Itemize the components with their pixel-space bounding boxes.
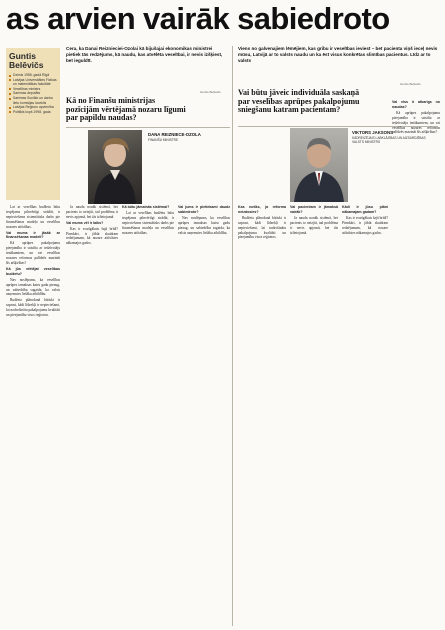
bio-name: Guntis Belēvičs [9, 51, 44, 70]
subhead: Vai jums ir pietiekami daudz sabiedroto? [178, 205, 230, 214]
body-paragraph: Budžeta plānošanā būtiski ir saprast, kādi līdzekļi ir nepieciešami, lai nodrošinātu pakalpojumu kvalitāti un pieejamību visos reģionos. [238, 215, 286, 240]
bio-item: Latvijas Universitātes Fizikas un matemātikas fakultāte [9, 78, 57, 87]
person1-role: FINANŠU MINISTRE [148, 138, 179, 142]
body-column-4 [178, 205, 230, 625]
subhead: Kā jūs vērtējat veselības budžetu? [6, 266, 60, 276]
body-paragraph: Nav noslēpums, ka veselības aprūpes izmaksas katru gadu pieaug, un sabiedrība sagaida, ka valsts uzņemsies lielāku atbildību. [178, 215, 230, 235]
column-rule [232, 46, 233, 626]
bio-item: Dzimis 1958. gadā Rīgā [9, 73, 57, 78]
bio-sidebar [6, 48, 60, 200]
body-paragraph: Ja nauda nonāk sistēmā, bet pacients to neizjūt, tad problēma ir nevis apjomā, bet tās izlietojumā. [290, 215, 338, 235]
body-paragraph: Lai ar veselības budžetu būtu iespējams pilnvērtīgi strādāt, ir nepieciešams sistemātisks darbs pie finansēšanas modeļa un veselības nozares attīstības. [6, 205, 60, 229]
photo-viktors-jaksons [290, 128, 348, 202]
headline: as arvien vairāk sabiedroto [6, 1, 390, 36]
credit-right: Guntis Belēvičs [400, 82, 421, 86]
person-portrait-icon [290, 128, 348, 202]
body-paragraph: Kas ir svarīgākais šajā brīdī? Pirmkārt, ir jābūt skaidram redzējumam, kā nozare attīstīsies nākamajos gados. [66, 226, 118, 246]
body-column-8 [392, 100, 440, 625]
body-paragraph: Kā aprūpes pakalpojumu pieejamība ir saistīta ar iedzīvotāju ienākumiem, un vai veselības nozares reformas palīdzēs mazināt šīs atšķirības? [392, 110, 440, 135]
body-column-3 [122, 205, 174, 625]
question-right: Vai būtu jāveic individuāla saskaņā par veselības aprūpes pakalpojumu sniegšanu katram pacientam? [238, 88, 360, 115]
body-paragraph: Kā aprūpes pakalpojumu pieejamība ir saistīta ar iedzīvotāju ienākumiem, un vai veselības nozares reformas palīdzēs mazināt šīs atšķirības? [6, 241, 60, 265]
person1-name: DANA REIZNIECE-OZOLA [148, 132, 201, 137]
body-column-1 [6, 205, 60, 625]
person2-name: VIKTORS JAKSONS [352, 130, 393, 135]
lead-center: Cera, ka Danai Reiznieciei-Ozolai kā bijušajai ekonomikas ministrei pietiek tās redzējums, kā naudu, kas atvēlēta veselībai, ir nevis izšķiest, bet ieguldīt. [66, 46, 223, 63]
lead-right: Viens no galvenajiem lēmējiem, kas gribu ir veselības ieviest – bet pacienta viņš ieceļ nevis mūsu, Latvijā ar to valsts naudu un ka ēst visus konkrētas slimības pacientus. Līdz ar to valsts [238, 46, 438, 63]
subhead: Kādi ir jūsu plāni nākamajam gadam? [342, 205, 388, 214]
body-paragraph: Budžeta plānošanā būtiski ir saprast, kādi līdzekļi ir nepieciešami, lai nodrošinātu pakalpojumu kvalitāti un pieejamību visos reģionos. [6, 298, 60, 318]
body-paragraph: Nav noslēpums, ka veselības aprūpes izmaksas katru gadu pieaug, un sabiedrība sagaida, ka valsts uzņemsies lielāku atbildību. [6, 277, 60, 297]
body-column-7 [342, 205, 388, 625]
person-portrait-icon [88, 130, 142, 204]
bio-item: Saeimas Sociālo un darba lietu komisijas loceklis [9, 96, 57, 105]
bio-list [9, 73, 57, 114]
bio-item: Politiķis kopš 1998. gada [9, 110, 57, 115]
credit-left: Guntis Belēvičs [200, 90, 221, 94]
bio-item: Saeimas deputāts [9, 91, 57, 96]
bio-item: Veselības ministrs [9, 87, 57, 92]
body-column-2 [66, 205, 118, 625]
subhead: Vai mums vēl ir laiks? [66, 220, 104, 225]
person2-role: KĀDREIZĒJAIS LABKLĀJĪBAS UN AIZSARDZĪBAS VALSTS MINISTRS [352, 136, 426, 145]
question-left: Kā no Finanšu ministrijas pozīcijām vērtējamā nozaru līgumi par papildu naudas? [66, 96, 186, 123]
subhead: Vai mums ir jāsāk ar finansēšanas modeli? [6, 230, 60, 240]
section-rule [66, 127, 230, 128]
body-paragraph: Ja nauda nonāk sistēmā, bet pacients to neizjūt, tad problēma ir nevis apjomā, bet tās izlietojumā. [66, 205, 118, 219]
subhead: Vai viss ir atkarīgs no naudas? [392, 100, 440, 109]
subhead: Kā būtu jāmainās sistēmai? [122, 205, 170, 209]
photo-dana-reizniece-ozola [88, 130, 142, 204]
body-column-5 [238, 205, 286, 625]
bio-item: Latvijas Reģionu apvienība [9, 105, 57, 110]
body-column-6 [290, 205, 338, 625]
body-paragraph: Kas ir svarīgākais šajā brīdī? Pirmkārt, ir jābūt skaidram redzējumam, kā nozare attīstīsies nākamajos gados. [342, 215, 388, 235]
subhead: Kas notiks, ja reforma neizdosies? [238, 205, 286, 214]
body-paragraph: Lai ar veselības budžetu būtu iespējams pilnvērtīgi strādāt, ir nepieciešams sistemātisks darbs pie finansēšanas modeļa un veselības nozares attīstības. [122, 210, 174, 235]
subhead: Vai pacientam ir jāmaksā vairāk? [290, 205, 338, 214]
